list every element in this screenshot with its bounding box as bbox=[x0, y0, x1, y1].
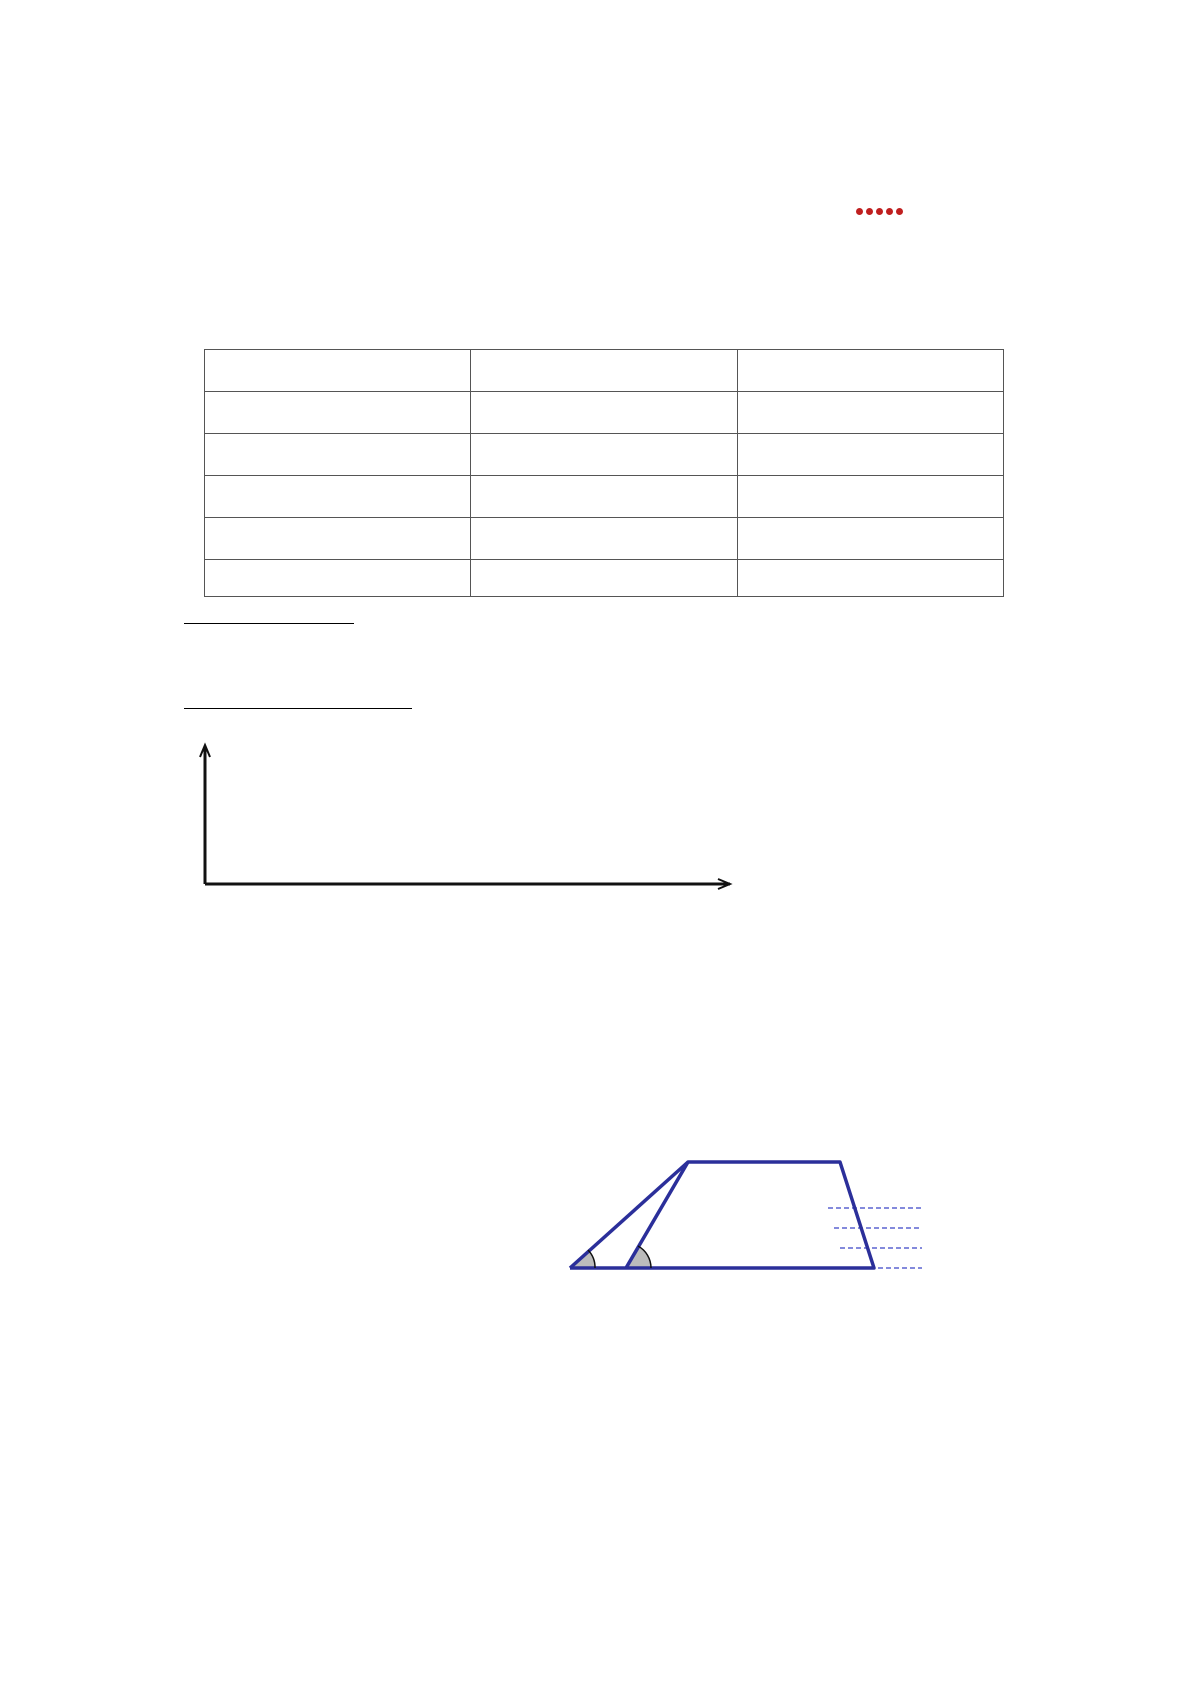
table-row bbox=[205, 476, 1004, 518]
table-header-cell bbox=[205, 350, 471, 392]
table-cell bbox=[737, 392, 1003, 434]
table-cell bbox=[205, 434, 471, 476]
q19-line1 bbox=[228, 1007, 232, 1031]
guess-answer-blank[interactable] bbox=[184, 605, 354, 624]
coordinate-figure bbox=[180, 735, 740, 920]
guess-line bbox=[184, 605, 354, 630]
table-cell bbox=[205, 560, 471, 597]
ellipsis-dots bbox=[856, 200, 906, 219]
table-header-cell bbox=[471, 350, 737, 392]
slope-ae bbox=[570, 1162, 688, 1268]
table-cell bbox=[205, 518, 471, 560]
center-answer-blank[interactable] bbox=[272, 690, 412, 709]
table-cell bbox=[471, 518, 737, 560]
table-header-cell bbox=[737, 350, 1003, 392]
table-cell-answer bbox=[737, 518, 1003, 560]
q19-line2 bbox=[184, 1050, 188, 1074]
table-row bbox=[205, 518, 1004, 560]
table-cell bbox=[471, 392, 737, 434]
table-cell bbox=[205, 392, 471, 434]
dam-outline bbox=[570, 1162, 874, 1268]
dam-figure bbox=[540, 1140, 940, 1310]
table-cell bbox=[737, 560, 1003, 597]
part2-line2 bbox=[184, 690, 412, 722]
table-row bbox=[205, 392, 1004, 434]
table-cell bbox=[737, 434, 1003, 476]
table-cell bbox=[205, 476, 471, 518]
table-cell bbox=[471, 434, 737, 476]
table-cell bbox=[471, 560, 737, 597]
table-cell bbox=[737, 476, 1003, 518]
table-row bbox=[205, 560, 1004, 597]
x1-answer-blank[interactable] bbox=[184, 690, 272, 709]
hexagon-figures bbox=[0, 0, 1200, 300]
table-header-row bbox=[205, 350, 1004, 392]
table-row bbox=[205, 434, 1004, 476]
table-cell bbox=[471, 476, 737, 518]
observation-table bbox=[204, 349, 1004, 597]
